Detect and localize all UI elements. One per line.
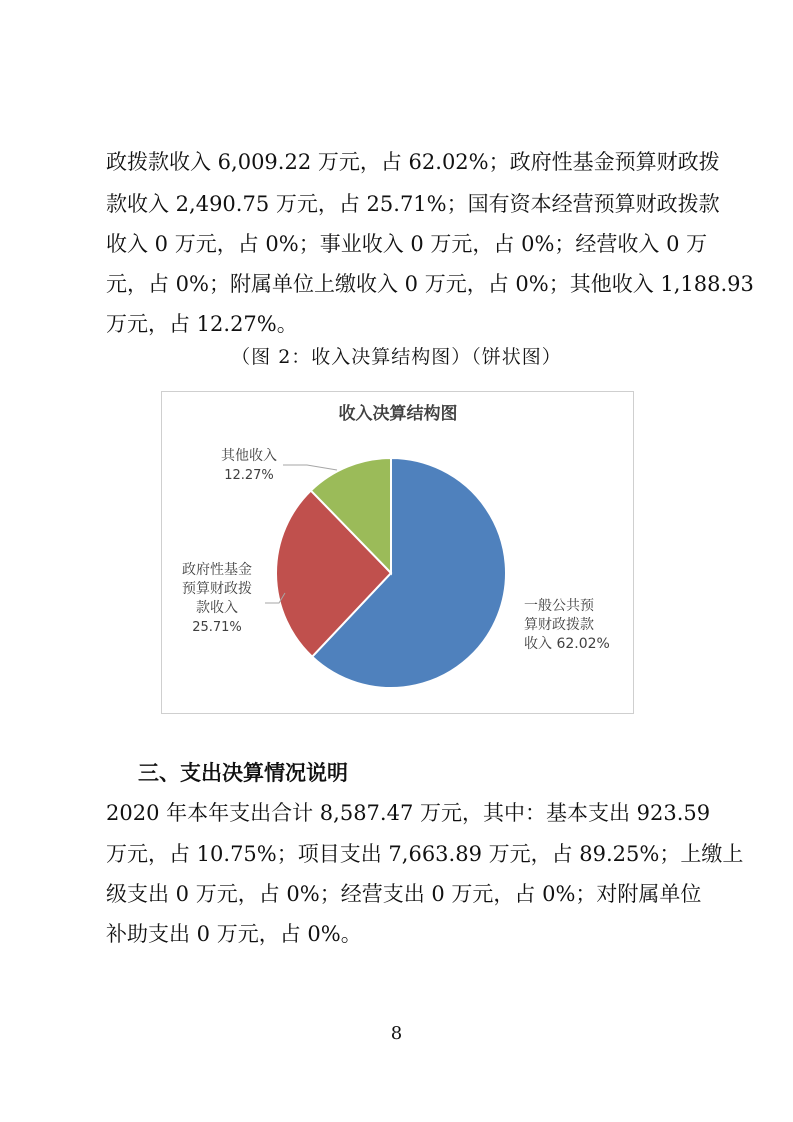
slice-label: 一般公共预	[524, 598, 594, 614]
slice-label: 款收入	[196, 600, 238, 616]
income-paragraph-line: 政拨款收入 6,009.22 万元，占 62.02%；政府性基金预算财政拨	[106, 150, 720, 174]
slice-percent-label: 62.02%	[556, 636, 610, 652]
slice-label: 政府性基金	[182, 562, 252, 578]
expenditure-paragraph-line: 补助支出 0 万元，占 0%。	[106, 922, 362, 946]
income-structure-chart	[161, 391, 634, 714]
expenditure-paragraph-line: 万元，占 10.75%；项目支出 7,663.89 万元，占 89.25%；上缴上	[106, 842, 744, 866]
page-number: 8	[390, 1023, 403, 1044]
slice-label: 预算财政拨	[182, 581, 252, 597]
income-paragraph-line: 元，占 0%；附属单位上缴收入 0 万元，占 0%；其他收入 1,188.93	[106, 272, 754, 296]
pie-chart-svg	[162, 392, 633, 713]
slice-label: 收入 62.02%	[524, 636, 610, 652]
income-paragraph-line: 收入 0 万元，占 0%；事业收入 0 万元，占 0%；经营收入 0 万	[106, 232, 708, 256]
slice-percent-label: 25.71%	[192, 620, 242, 635]
expenditure-paragraph-line: 2020 年本年支出合计 8,587.47 万元，其中：基本支出 923.59	[106, 801, 711, 825]
section-heading: 三、支出决算情况说明	[138, 761, 348, 785]
chart-title: 收入决算结构图	[338, 404, 458, 424]
label-leader-line	[283, 465, 337, 470]
slice-percent-label: 12.27%	[224, 468, 274, 483]
slice-label: 算财政拨款	[524, 617, 594, 633]
figure-caption: （图 2：收入决算结构图）（饼状图）	[231, 346, 562, 368]
expenditure-paragraph-line: 级支出 0 万元，占 0%；经营支出 0 万元，占 0%；对附属单位	[106, 882, 702, 906]
slice-label: 其他收入	[221, 448, 277, 464]
income-paragraph-line: 款收入 2,490.75 万元，占 25.71%；国有资本经营预算财政拨款	[106, 192, 720, 216]
income-paragraph-line: 万元，占 12.27%。	[106, 312, 298, 336]
pie-slices	[276, 458, 506, 688]
